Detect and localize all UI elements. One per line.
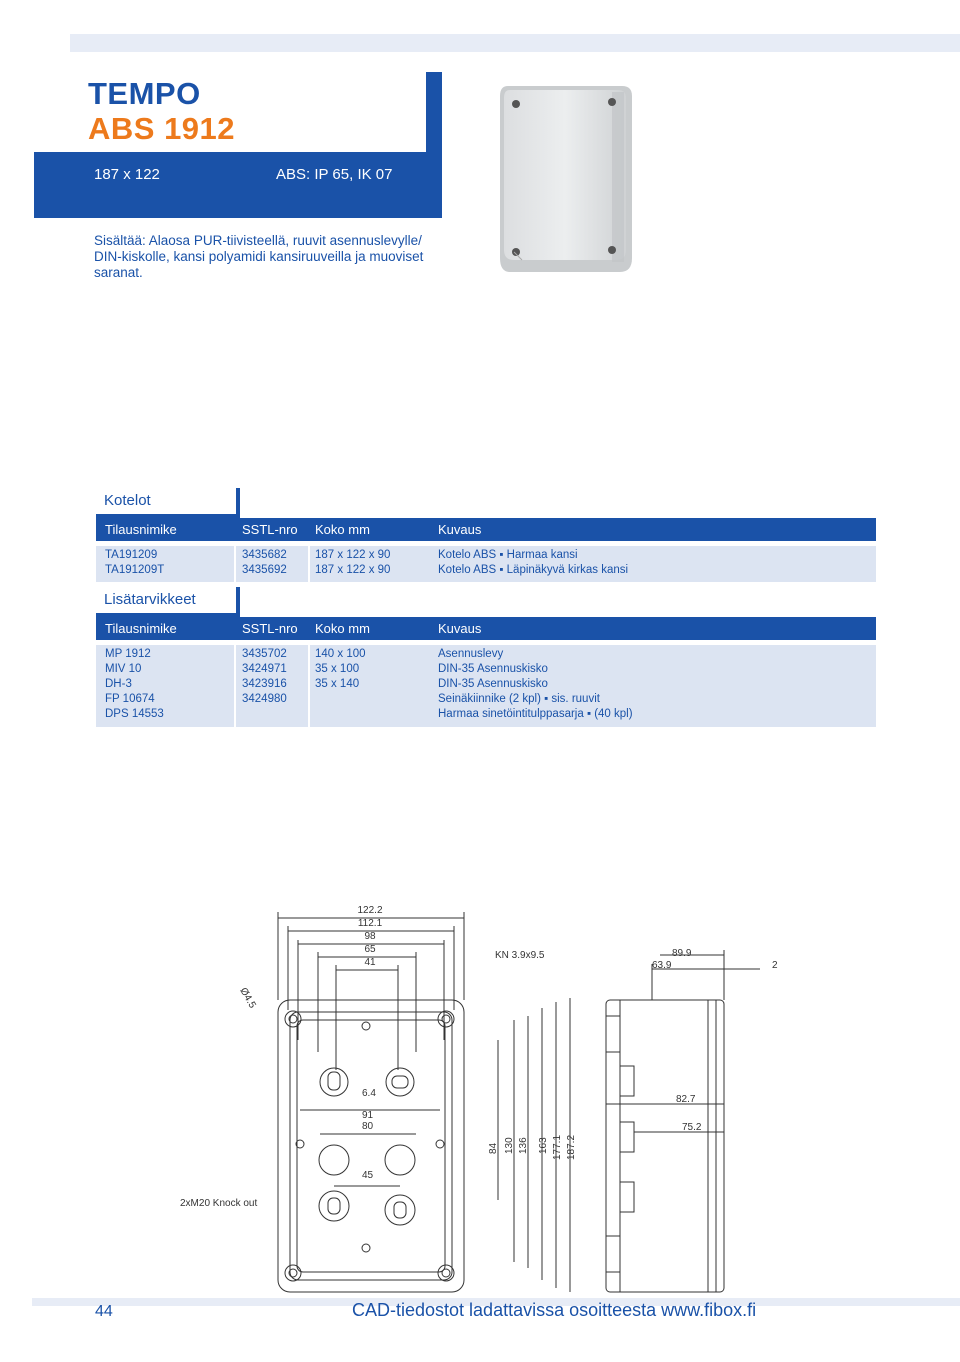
header-tilausnimike: Tilausnimike: [105, 621, 177, 636]
top-bar: [70, 34, 960, 52]
dim-width-1: 122.2: [357, 905, 383, 916]
kotelot-table-body: [96, 546, 876, 582]
product-description: Sisältää: Alaosa PUR-tiivisteellä, ruuvit asennuslevylle/ DIN-kiskolle, kansi polyamidi kansiruuveilla ja muoviset saranat.: [94, 233, 424, 280]
dim-inner-1: 6.4: [362, 1088, 376, 1099]
lisa-descs: Asennuslevy DIN-35 Asennuskisko DIN-35 Asennuskisko Seinäkiinnike (2 kpl) ▪ sis. ruuvit Harmaa sinetöintitulppasarja ▪ (40 kpl): [438, 648, 633, 720]
dim-width-3: 98: [364, 931, 376, 942]
dim-width-2: 112.1: [357, 918, 383, 929]
hole-label: Ø4.5: [237, 986, 258, 1011]
height-4: 163: [538, 1137, 549, 1154]
dim-inner-4: 45: [362, 1170, 374, 1181]
lisa-sizes: 140 x 100 35 x 100 35 x 140: [315, 648, 366, 690]
header-kuvaus: Kuvaus: [438, 522, 482, 537]
header-koko: Koko mm: [315, 621, 370, 636]
enclosure-photo: [494, 82, 636, 278]
dim-inner-3: 80: [362, 1121, 374, 1132]
kotelot-sizes: 187 x 122 x 90 187 x 122 x 90: [315, 549, 391, 576]
header-tilausnimike: Tilausnimike: [105, 522, 177, 537]
size-label: 187 x 122: [94, 166, 160, 183]
height-1: 84: [488, 1142, 499, 1154]
section-kotelot-title: Kotelot: [104, 492, 151, 509]
kotelot-names: TA191209 TA191209T: [105, 549, 165, 576]
depth-1: 89.9: [672, 948, 692, 959]
kotelot-codes: 3435682 3435692: [242, 549, 287, 576]
model-title: ABS 1912: [88, 111, 236, 146]
dim-width-5: 41: [364, 957, 376, 968]
header-sstl: SSTL-nro: [242, 522, 298, 537]
brand-title: TEMPO: [88, 76, 201, 111]
kotelot-descs: Kotelo ABS ▪ Harmaa kansi Kotelo ABS ▪ Läpinäkyvä kirkas kansi: [438, 549, 629, 576]
wall-label: 2: [772, 960, 778, 971]
dim-inner-2: 91: [362, 1110, 374, 1121]
page-number: 44: [95, 1303, 113, 1320]
lisa-table-body: [96, 645, 876, 727]
lisa-names: MP 1912 MIV 10 DH-3 FP 10674 DPS 14553: [105, 648, 164, 720]
depth-2: 63.9: [652, 960, 672, 971]
header-sstl: SSTL-nro: [242, 621, 298, 636]
header-koko: Koko mm: [315, 522, 370, 537]
cad-download-note: CAD-tiedostot ladattavissa osoitteesta www.fibox.fi: [352, 1300, 757, 1320]
height-6: 187.2: [566, 1134, 577, 1160]
lisa-table-header: [96, 617, 876, 640]
height-5: 177.1: [552, 1134, 563, 1160]
height-2: 130: [504, 1137, 515, 1154]
kotelot-table-header: [96, 518, 876, 541]
section-lisa-title: Lisätarvikkeet: [104, 591, 196, 608]
knockout-label: 2xM20 Knock out: [180, 1198, 258, 1209]
dim-width-4: 65: [364, 944, 376, 955]
screw-label: KN 3.9x9.5: [495, 950, 545, 961]
technical-drawing: [150, 900, 876, 1298]
rating-label: ABS: IP 65, IK 07: [276, 166, 393, 183]
side-dim-2: 75.2: [682, 1122, 702, 1133]
side-dim-1: 82.7: [676, 1094, 696, 1105]
height-3: 136: [518, 1137, 529, 1154]
lisa-codes: 3435702 3424971 3423916 3424980: [242, 648, 287, 705]
header-kuvaus: Kuvaus: [438, 621, 482, 636]
